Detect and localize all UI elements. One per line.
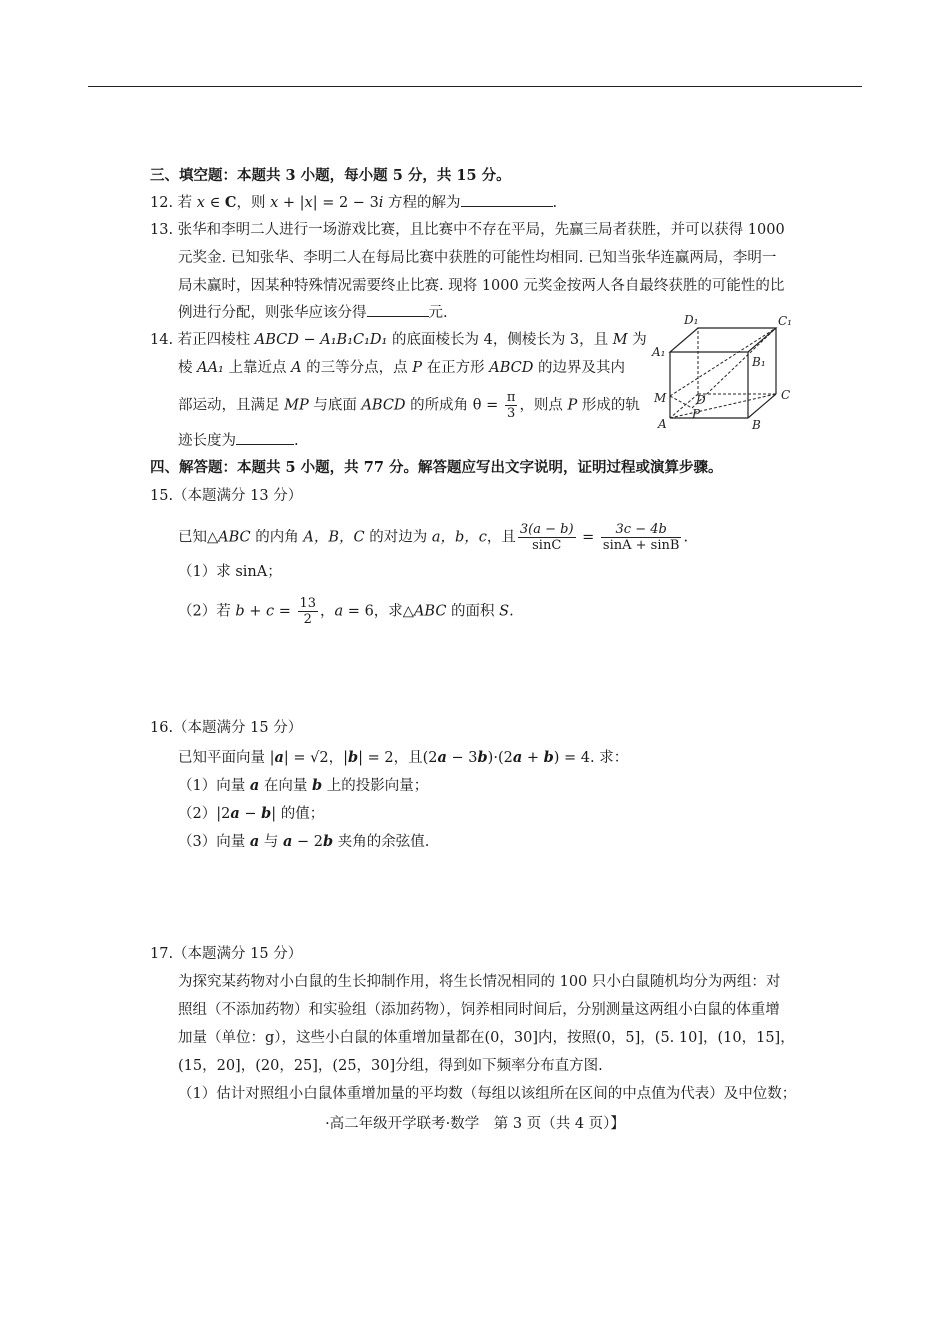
question-17-header: 17.（本题满分 15 分） — [150, 946, 303, 962]
label-A: A — [658, 417, 667, 431]
label-C1: C₁ — [778, 314, 792, 328]
question-13-line-2: 元奖金. 已知张华、李明二人在每局比赛中获胜的可能性均相同. 已知当张华连赢两局，李明一 — [178, 250, 777, 266]
question-15-header: 15.（本题满分 13 分） — [150, 488, 303, 504]
question-14-line-3: 部运动，且满足 MP 与底面 ABCD 的所成角 θ = $\frac{\pi}{3}$ ，则点 P 形成的轨 — [178, 390, 640, 421]
question-16-part-2: （2）|2a − b| 的值； — [178, 805, 325, 822]
label-P: P — [692, 407, 701, 421]
label-A1: A₁ — [652, 345, 666, 359]
question-17-line-4: (15，20]，(20，25]，(25，30]分组，得到如下频率分布直方图. — [178, 1058, 603, 1074]
question-13-line-1: 13. 张华和李明二人进行一场游戏比赛，且比赛中不存在平局，先赢三局者获胜，并可以获得 1000 — [150, 222, 785, 238]
answer-blank-13[interactable] — [367, 302, 429, 317]
label-M: M — [654, 391, 667, 405]
fraction-13-2: $\frac{13}{2}$ — [299, 596, 317, 627]
question-13-line-3: 局未赢时，因某种特殊情况需要终止比赛. 现将 1000 元奖金按两人各自最终获胜的可能性的比 — [178, 278, 785, 294]
question-17-line-2: 照组（不添加药物）和实验组（添加药物），饲养相同时间后，分别测量这两组小白鼠的体重增 — [178, 1002, 780, 1018]
answer-blank-14[interactable] — [236, 430, 294, 445]
question-14-line-4: 迹长度为 . — [178, 430, 838, 451]
question-16-statement: 已知平面向量 |a| = √2，|b| = 2，且(2a − 3b)·(2a + b) = 4. 求： — [178, 749, 629, 766]
question-17-line-1: 为探究某药物对小白鼠的生长抑制作用，将生长情况相同的 100 只小白鼠随机均分为两组：对 — [178, 974, 781, 990]
question-17-part-1: （1）估计对照组小白鼠体重增加量的平均数（每组以该组所在区间的中点值为代表）及中位数； — [178, 1086, 797, 1102]
prism-figure — [648, 312, 808, 434]
section-3-title: 三、填空题：本题共 3 小题，每小题 5 分，共 15 分。 — [150, 167, 511, 184]
theta-fraction: $\frac{\pi}{3}$ — [506, 390, 516, 421]
page-footer: ·高二年级开学联考·数学 第 3 页（共 4 页）】 — [325, 1116, 625, 1132]
question-14-line-1: 14. 若正四棱柱 ABCD − A₁B₁C₁D₁ 的底面棱长为 4，侧棱长为 3，且 M 为 — [150, 332, 647, 348]
question-17-line-3: 加量（单位：g），这些小白鼠的体重增加量都在(0，30]内，按照(0，5]，(5. 10]，(10，15]， — [178, 1030, 795, 1046]
fraction-right: $\frac{3c - 4b}{\sin A + \sin B}$ — [602, 522, 680, 553]
label-B1: B₁ — [752, 355, 766, 369]
edge-BC — [748, 394, 776, 418]
question-15-part-1: （1）求 sinA； — [178, 564, 282, 580]
diagonal-AC — [670, 394, 776, 418]
question-15-statement: 已知△ABC 的内角 A，B，C 的对边为 a，b，c，且 $\frac{3(a - b)}{\sin C}$ = $\frac{3c - 4b}{\sin A + \sin B}$ . — [178, 522, 689, 553]
question-15-part-2: （2）若 b + c = $\frac{13}{2}$ ，a = 6，求△ABC 的面积 S. — [178, 596, 514, 627]
header-rule — [88, 86, 862, 87]
section-4-title: 四、解答题：本题共 5 小题，共 77 分。解答题应写出文字说明，证明过程或演算步骤。 — [150, 459, 723, 476]
label-D: D — [696, 393, 706, 407]
answer-blank-12[interactable] — [461, 192, 553, 207]
question-16-part-3: （3）向量 a 与 a − 2b 夹角的余弦值. — [178, 833, 430, 850]
fraction-left: $\frac{3(a - b)}{\sin C}$ — [519, 522, 574, 553]
question-13-line-4: 例进行分配，则张华应该分得 元. — [178, 302, 838, 323]
question-16-header: 16.（本题满分 15 分） — [150, 720, 303, 736]
question-12: 12. 若 x ∈ C，则 x + |x| = 2 − 3i 方程的解为 . — [150, 194, 558, 211]
top-face — [670, 328, 776, 352]
label-D1: D₁ — [684, 313, 699, 327]
question-16-part-1: （1）向量 a 在向量 b 上的投影向量； — [178, 777, 429, 794]
question-14-line-2: 棱 AA₁ 上靠近点 A 的三等分点，点 P 在正方形 ABCD 的边界及其内 — [178, 360, 626, 376]
label-B: B — [752, 418, 761, 432]
label-C: C — [781, 388, 791, 402]
